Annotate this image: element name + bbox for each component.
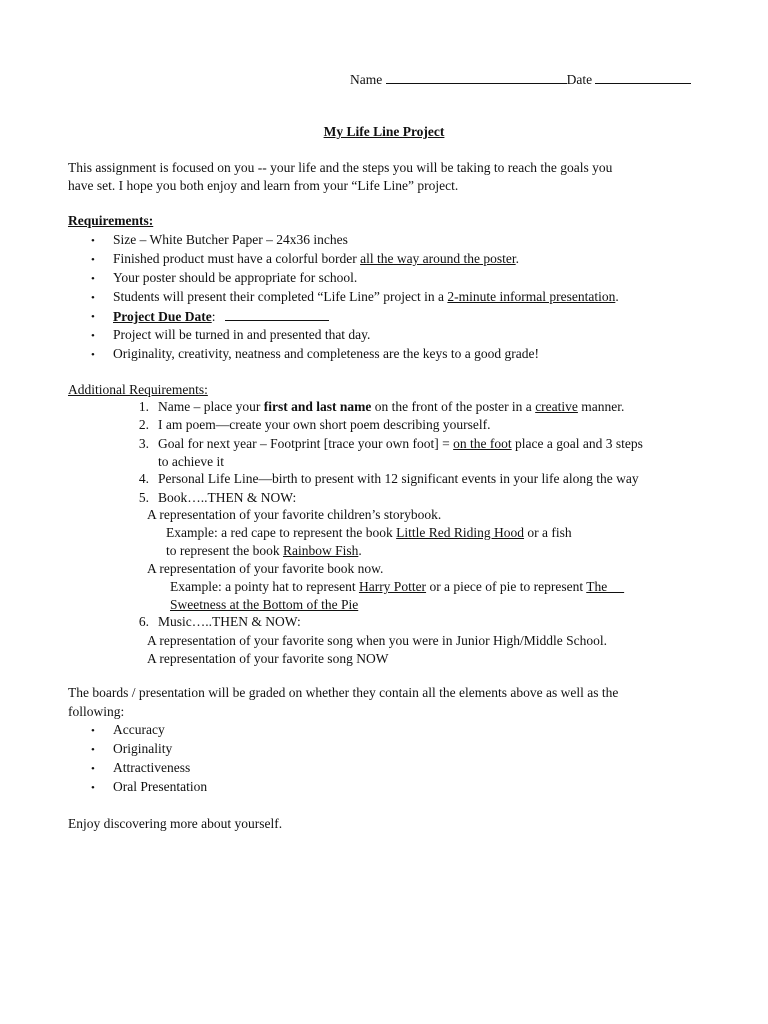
criterion-accuracy: Accuracy [113,722,165,737]
example-line [166,543,362,559]
grading-line-1: The boards / presentation will be graded on whether they contain all the elements above as well as the [68,685,619,700]
req-keys: Originality, creativity, neatness and completeness are the keys to a good grade! [113,346,539,361]
name-date-line [350,71,691,88]
item-text: Example: a red cape to represent the book [166,525,397,540]
list-item: Personal Life Line—birth to present with 12 significant events in your life along the way [158,471,639,486]
item-number: 1. [138,399,149,414]
bullet-icon: • [91,782,95,794]
list-item: I am poem—create your own short poem describing yourself. [158,417,491,432]
name-blank[interactable] [386,71,567,84]
req-border-text: Finished product must have a colorful border [113,251,361,266]
page-title: My Life Line Project [323,124,445,139]
intro-line-1: This assignment is focused on you -- your life and the steps you will be taking to reach the goals you [68,160,613,175]
bullet-icon: • [91,744,95,756]
item-text: . [358,543,362,558]
req-size: Size – White Butcher Paper – 24x36 inches [113,232,348,247]
bullet-icon: • [91,349,95,361]
criterion-originality: Originality [113,741,173,756]
list-item [113,289,619,305]
list-item [158,399,624,415]
bullet-icon: • [91,254,95,266]
music-now: A representation of your favorite song NOW [147,651,389,666]
due-date-blank[interactable] [225,308,329,321]
music-then: A representation of your favorite song when you were in Junior High/Middle School. [147,633,608,648]
intro-line-2: have set. I hope you both enjoy and learn from your “Life Line” project. [68,178,459,193]
name-label: Name [350,72,383,87]
punctuation: . [515,251,520,266]
book-now: A representation of your favorite book now. [147,561,384,576]
item-number: 4. [138,471,149,486]
list-item [113,251,519,267]
criterion-oral-presentation: Oral Presentation [113,779,208,794]
book-title: Rainbow Fish [282,543,359,558]
req-appropriate: Your poster should be appropriate for school. [113,270,358,285]
due-date-label: Project Due Date [113,309,212,324]
req-turned-in: Project will be turned in and presented that day. [113,327,371,342]
example-line [170,579,624,595]
list-item [113,308,329,325]
item-underline: on the foot [453,436,512,451]
req-present-text: Students will present their completed “Life Line” project in a [113,289,448,304]
item-text: to represent the book [166,543,283,558]
bullet-icon: • [91,311,95,323]
item-text: on the front of the poster in a [371,399,536,414]
requirements-heading: Requirements: [68,213,154,228]
item-number: 3. [138,436,149,451]
item-text: manner. [577,399,625,414]
closing-line: Enjoy discovering more about yourself. [68,816,283,831]
example-line [166,525,572,541]
item-text: Example: a pointy hat to represent [170,579,359,594]
bullet-icon: • [91,292,95,304]
book-then: A representation of your favorite children’s storybook. [147,507,442,522]
list-item [158,436,643,452]
list-item-continuation: to achieve it [158,454,224,469]
book-title: The [586,579,625,594]
punctuation: : [211,309,216,324]
item-text: or a piece of pie to represent [426,579,587,594]
req-present-emphasis: 2-minute informal presentation [447,289,616,304]
date-blank[interactable] [595,71,691,84]
item-text: Name – place your [158,399,264,414]
grading-line-2: following: [68,704,125,719]
criterion-attractiveness: Attractiveness [113,760,191,775]
list-item: Book…..THEN & NOW: [158,490,297,505]
list-item: Music…..THEN & NOW: [158,614,301,629]
book-title: Little Red Riding Hood [396,525,525,540]
item-text: or a fish [524,525,572,540]
bullet-icon: • [91,330,95,342]
date-label: Date [566,72,593,87]
book-title: Harry Potter [358,579,427,594]
bullet-icon: • [91,725,95,737]
bullet-icon: • [91,763,95,775]
punctuation: . [615,289,619,304]
book-title: Sweetness at the Bottom of the Pie [170,597,359,612]
item-number: 2. [138,417,149,432]
item-number: 6. [138,614,149,629]
item-text: Goal for next year – Footprint [trace your own foot] = [158,436,454,451]
item-text: place a goal and 3 steps [511,436,643,451]
item-bold: first and last name [263,399,372,414]
item-underline: creative [535,399,578,414]
additional-heading: Additional Requirements: [68,382,208,397]
bullet-icon: • [91,235,95,247]
req-border-emphasis: all the way around the poster [360,251,516,266]
item-number: 5. [138,490,149,505]
bullet-icon: • [91,273,95,285]
